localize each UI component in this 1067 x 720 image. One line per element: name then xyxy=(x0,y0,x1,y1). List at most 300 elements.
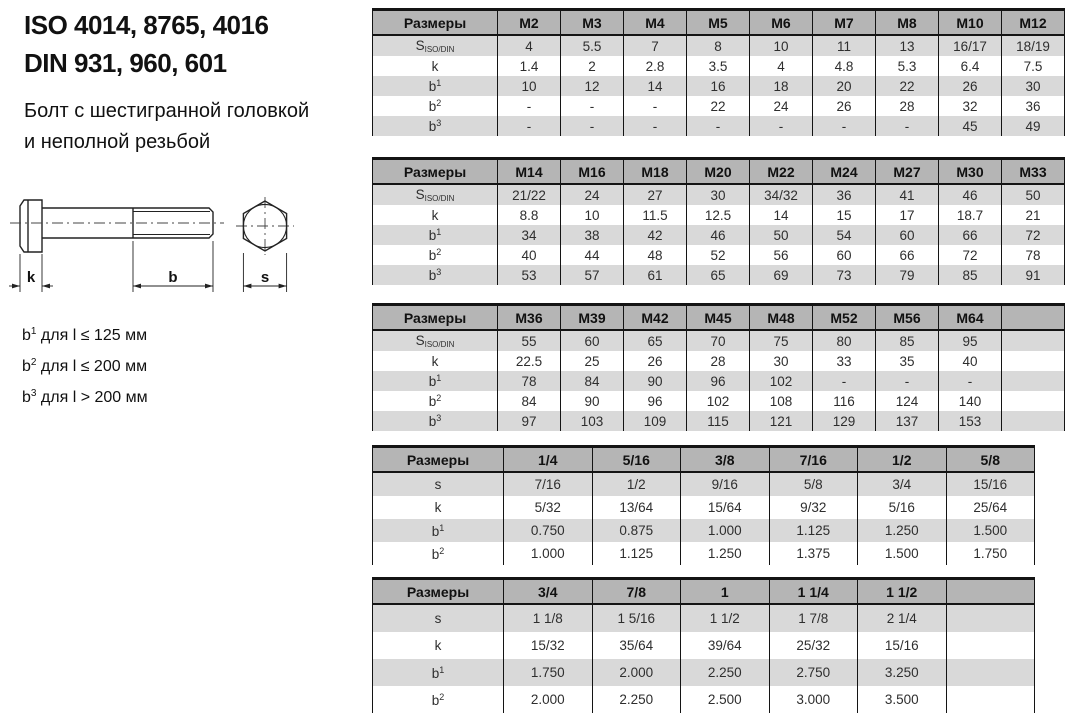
table-row xyxy=(373,265,1065,285)
table-cell: 10 xyxy=(750,35,813,56)
table-row xyxy=(373,371,1065,391)
table-cell: 24 xyxy=(750,96,813,116)
table-cell: 103 xyxy=(561,411,624,431)
table-cell xyxy=(946,604,1035,632)
table-cell: 24 xyxy=(561,184,624,205)
table-cell: 115 xyxy=(687,411,750,431)
table-cell: 25/32 xyxy=(769,632,858,659)
table-cell xyxy=(1002,351,1065,371)
row-label: $b^2$ xyxy=(373,391,498,411)
table-cell xyxy=(1002,371,1065,391)
column-header-size: 7/16 xyxy=(769,447,858,473)
row-label: s xyxy=(373,604,504,632)
column-header-size: M24 xyxy=(813,159,876,185)
row-label: $b^2$ xyxy=(373,245,498,265)
table-cell: 1.000 xyxy=(504,542,593,565)
table-cell: 22 xyxy=(687,96,750,116)
column-header-size: M7 xyxy=(813,10,876,36)
row-label: k xyxy=(373,56,498,76)
column-header-size: 1/2 xyxy=(858,447,947,473)
table-metric-m36-m64 xyxy=(372,303,1065,431)
column-header-sizes: Размеры xyxy=(373,159,498,185)
table-cell: 21/22 xyxy=(498,184,561,205)
table-cell: 21 xyxy=(1002,205,1065,225)
table-cell: - xyxy=(687,116,750,136)
table-cell: 25/64 xyxy=(946,496,1035,519)
table-cell: 2.750 xyxy=(769,659,858,686)
table-cell: 55 xyxy=(498,330,561,351)
table-cell: 10 xyxy=(561,205,624,225)
table-cell: 4 xyxy=(750,56,813,76)
table-cell: 42 xyxy=(624,225,687,245)
table-cell: 1 7/8 xyxy=(769,604,858,632)
product-description xyxy=(24,96,309,158)
table-row xyxy=(373,245,1065,265)
table-cell: 18.7 xyxy=(939,205,1002,225)
table-row xyxy=(373,632,1035,659)
table-cell: 30 xyxy=(750,351,813,371)
standards-title xyxy=(24,6,268,82)
table-cell: - xyxy=(561,116,624,136)
footnote-b1-text: для l ≤ 125 мм xyxy=(36,327,148,344)
table-row xyxy=(373,496,1035,519)
table-row xyxy=(373,330,1065,351)
table-row xyxy=(373,659,1035,686)
table-cell: 11.5 xyxy=(624,205,687,225)
table-cell: 12 xyxy=(561,76,624,96)
dimension-table xyxy=(372,303,1065,431)
column-header-size: M10 xyxy=(939,10,1002,36)
column-header-sizes: Размеры xyxy=(373,10,498,36)
table-row xyxy=(373,56,1065,76)
table-cell: 2.250 xyxy=(681,659,770,686)
table-cell: - xyxy=(624,96,687,116)
column-header-size: 5/8 xyxy=(946,447,1035,473)
table-cell: - xyxy=(813,116,876,136)
row-label: $b^2$ xyxy=(373,96,498,116)
table-cell xyxy=(946,659,1035,686)
table-cell: 80 xyxy=(813,330,876,351)
table-cell: 26 xyxy=(939,76,1002,96)
table-cell: 84 xyxy=(498,391,561,411)
row-label: $b^3$ xyxy=(373,116,498,136)
row-label: $S_{ISO/DIN}$ xyxy=(373,330,498,351)
table-cell: 1.125 xyxy=(769,519,858,542)
table-cell: - xyxy=(813,371,876,391)
column-header-size xyxy=(1002,305,1065,331)
table-cell: 3.5 xyxy=(687,56,750,76)
row-label: $b^2$ xyxy=(373,542,504,565)
table-cell: 16 xyxy=(687,76,750,96)
table-cell xyxy=(1002,330,1065,351)
column-header-size: M64 xyxy=(939,305,1002,331)
column-header-size: 1 1/2 xyxy=(858,579,947,605)
table-row xyxy=(373,116,1065,136)
table-cell: 15/16 xyxy=(946,472,1035,496)
table-cell: 5.5 xyxy=(561,35,624,56)
table-cell: 65 xyxy=(624,330,687,351)
column-header-size: M4 xyxy=(624,10,687,36)
table-cell: 109 xyxy=(624,411,687,431)
table-cell: 45 xyxy=(939,116,1002,136)
table-cell: 116 xyxy=(813,391,876,411)
row-label: s xyxy=(373,472,504,496)
table-row xyxy=(373,542,1035,565)
column-header-size: M20 xyxy=(687,159,750,185)
column-header-size: M27 xyxy=(876,159,939,185)
table-cell: 22 xyxy=(876,76,939,96)
table-row xyxy=(373,76,1065,96)
row-label: $b^3$ xyxy=(373,411,498,431)
table-cell: 5/16 xyxy=(858,496,947,519)
row-label: $b^1$ xyxy=(373,519,504,542)
table-cell: 5/32 xyxy=(504,496,593,519)
footnotes xyxy=(22,318,148,411)
column-header-size xyxy=(946,579,1035,605)
table-cell: 1.000 xyxy=(681,519,770,542)
dimension-table xyxy=(372,157,1065,285)
table-cell: 124 xyxy=(876,391,939,411)
table-cell: 60 xyxy=(813,245,876,265)
table-cell: 3.500 xyxy=(858,686,947,713)
table-cell: 10 xyxy=(498,76,561,96)
table-cell: 1.500 xyxy=(858,542,947,565)
dimension-table xyxy=(372,445,1035,565)
table-cell xyxy=(1002,411,1065,431)
column-header-size: 1 xyxy=(681,579,770,605)
table-cell: 28 xyxy=(876,96,939,116)
hex-head-side-outline xyxy=(20,200,42,252)
footnote-b3-text: для l > 200 мм xyxy=(36,389,148,406)
table-cell: 2.000 xyxy=(504,686,593,713)
table-cell: 79 xyxy=(876,265,939,285)
table-cell: 137 xyxy=(876,411,939,431)
table-cell: 70 xyxy=(687,330,750,351)
column-header-sizes: Размеры xyxy=(373,579,504,605)
footnote-b3-symbol: b xyxy=(22,389,31,406)
table-cell: 95 xyxy=(939,330,1002,351)
column-header-size: M33 xyxy=(1002,159,1065,185)
table-cell: 33 xyxy=(813,351,876,371)
column-header-size: M14 xyxy=(498,159,561,185)
table-cell: 22.5 xyxy=(498,351,561,371)
table-cell: 11 xyxy=(813,35,876,56)
column-header-size: 3/4 xyxy=(504,579,593,605)
column-header-size: M56 xyxy=(876,305,939,331)
table-cell xyxy=(946,686,1035,713)
table-cell: 102 xyxy=(750,371,813,391)
table-cell: 61 xyxy=(624,265,687,285)
description-line-2: и неполной резьбой xyxy=(24,131,211,153)
arrow-s-left xyxy=(243,284,251,289)
row-label: $b^2$ xyxy=(373,686,504,713)
column-header-size: M52 xyxy=(813,305,876,331)
column-header-size: M12 xyxy=(1002,10,1065,36)
table-cell: 153 xyxy=(939,411,1002,431)
table-cell: 1.500 xyxy=(946,519,1035,542)
table-cell: 1.750 xyxy=(504,659,593,686)
table-cell: 18 xyxy=(750,76,813,96)
arrow-b-left xyxy=(133,284,141,289)
table-header-row xyxy=(373,10,1065,36)
table-cell: 30 xyxy=(687,184,750,205)
table-cell: 2 1/4 xyxy=(858,604,947,632)
table-cell xyxy=(1002,391,1065,411)
table-cell: - xyxy=(561,96,624,116)
table-cell: 30 xyxy=(1002,76,1065,96)
table-cell: 15/32 xyxy=(504,632,593,659)
table-cell xyxy=(946,632,1035,659)
column-header-size: M3 xyxy=(561,10,624,36)
table-cell: 41 xyxy=(876,184,939,205)
column-header-size: M22 xyxy=(750,159,813,185)
table-cell: 46 xyxy=(687,225,750,245)
column-header-size: M30 xyxy=(939,159,1002,185)
table-cell: 1.125 xyxy=(592,542,681,565)
table-cell: 34 xyxy=(498,225,561,245)
table-header-row xyxy=(373,159,1065,185)
table-cell: 13 xyxy=(876,35,939,56)
table-cell: 108 xyxy=(750,391,813,411)
table-cell: 8 xyxy=(687,35,750,56)
table-cell: 48 xyxy=(624,245,687,265)
footnote-b1-symbol: b xyxy=(22,327,31,344)
column-header-size: M48 xyxy=(750,305,813,331)
table-cell: 54 xyxy=(813,225,876,245)
table-cell: 4 xyxy=(498,35,561,56)
column-header-size: 5/16 xyxy=(592,447,681,473)
table-cell: 121 xyxy=(750,411,813,431)
table-cell: 40 xyxy=(939,351,1002,371)
table-inch-threequarter-to-oneandhalf xyxy=(372,577,1035,713)
table-cell: 4.8 xyxy=(813,56,876,76)
table-cell: 7/16 xyxy=(504,472,593,496)
column-header-size: M8 xyxy=(876,10,939,36)
column-header-size: 7/8 xyxy=(592,579,681,605)
table-cell: 36 xyxy=(1002,96,1065,116)
footnote-b3-sup: 3 xyxy=(30,388,37,399)
arrow-s-right xyxy=(279,284,287,289)
table-row xyxy=(373,96,1065,116)
table-cell: 16/17 xyxy=(939,35,1002,56)
table-row xyxy=(373,391,1065,411)
table-cell: 9/16 xyxy=(681,472,770,496)
table-cell: 8.8 xyxy=(498,205,561,225)
table-cell: 3.000 xyxy=(769,686,858,713)
table-cell: 7 xyxy=(624,35,687,56)
table-cell: 3/4 xyxy=(858,472,947,496)
table-cell: 36 xyxy=(813,184,876,205)
table-cell: 57 xyxy=(561,265,624,285)
table-cell: 14 xyxy=(750,205,813,225)
arrow-b-right xyxy=(205,284,213,289)
table-cell: - xyxy=(624,116,687,136)
column-header-sizes: Размеры xyxy=(373,305,498,331)
table-row xyxy=(373,35,1065,56)
table-cell: - xyxy=(498,116,561,136)
table-cell: 102 xyxy=(687,391,750,411)
table-row xyxy=(373,351,1065,371)
table-cell: 2.500 xyxy=(681,686,770,713)
column-header-size: M16 xyxy=(561,159,624,185)
dimension-table xyxy=(372,577,1035,713)
table-cell: 56 xyxy=(750,245,813,265)
table-cell: 39/64 xyxy=(681,632,770,659)
dimension-labels xyxy=(27,269,269,286)
table-cell: 35/64 xyxy=(592,632,681,659)
table-cell: 35 xyxy=(876,351,939,371)
table-inch-quarter-to-fiveeighths xyxy=(372,445,1035,565)
table-cell: 26 xyxy=(813,96,876,116)
table-cell: 7.5 xyxy=(1002,56,1065,76)
column-header-size: M45 xyxy=(687,305,750,331)
table-cell: 13/64 xyxy=(592,496,681,519)
description-line-1: Болт с шестигранной головкой xyxy=(24,100,310,122)
footnote-b2-symbol: b xyxy=(22,358,31,375)
table-cell: 1/2 xyxy=(592,472,681,496)
table-cell: 1.375 xyxy=(769,542,858,565)
table-cell: 72 xyxy=(1002,225,1065,245)
table-cell: 1.250 xyxy=(858,519,947,542)
column-header-size: 1 1/4 xyxy=(769,579,858,605)
row-label: $b^1$ xyxy=(373,659,504,686)
row-label: $b^3$ xyxy=(373,265,498,285)
table-cell: 84 xyxy=(561,371,624,391)
table-cell: - xyxy=(876,371,939,391)
column-header-size: M42 xyxy=(624,305,687,331)
column-header-size: M5 xyxy=(687,10,750,36)
table-cell: 27 xyxy=(624,184,687,205)
dimension-label-b: b xyxy=(168,269,178,286)
dimension-label-s: s xyxy=(260,269,270,286)
table-row xyxy=(373,225,1065,245)
table-cell: 72 xyxy=(939,245,1002,265)
table-cell: 90 xyxy=(561,391,624,411)
table-cell: - xyxy=(498,96,561,116)
table-cell: 12.5 xyxy=(687,205,750,225)
table-cell: 2.8 xyxy=(624,56,687,76)
table-cell: 60 xyxy=(876,225,939,245)
table-header-row xyxy=(373,447,1035,473)
table-cell: 65 xyxy=(687,265,750,285)
column-header-size: M39 xyxy=(561,305,624,331)
table-cell: 9/32 xyxy=(769,496,858,519)
table-row xyxy=(373,205,1065,225)
table-cell: 14 xyxy=(624,76,687,96)
row-label: k xyxy=(373,351,498,371)
table-cell: 85 xyxy=(939,265,1002,285)
table-cell: 50 xyxy=(1002,184,1065,205)
table-cell: - xyxy=(939,371,1002,391)
iso-standards-line: ISO 4014, 8765, 4016 xyxy=(24,10,269,40)
row-label: k xyxy=(373,205,498,225)
table-cell: 26 xyxy=(624,351,687,371)
table-cell: 1 5/16 xyxy=(592,604,681,632)
table-header-row xyxy=(373,579,1035,605)
footnote-b2 xyxy=(22,349,148,380)
bolt-technical-drawing xyxy=(8,186,318,311)
table-cell: 140 xyxy=(939,391,1002,411)
footnote-b3 xyxy=(22,380,148,411)
table-cell: 34/32 xyxy=(750,184,813,205)
table-cell: 85 xyxy=(876,330,939,351)
row-label: k xyxy=(373,632,504,659)
table-cell: 2.000 xyxy=(592,659,681,686)
footnote-b2-sup: 2 xyxy=(30,357,37,368)
bolt-side-view xyxy=(20,200,213,252)
table-cell: 15/16 xyxy=(858,632,947,659)
table-cell: 38 xyxy=(561,225,624,245)
footnote-b2-text: для l ≤ 200 мм xyxy=(36,358,148,375)
table-cell: 49 xyxy=(1002,116,1065,136)
table-row xyxy=(373,184,1065,205)
arrow-k-right xyxy=(42,284,50,289)
table-cell: 20 xyxy=(813,76,876,96)
table-cell: 69 xyxy=(750,265,813,285)
table-cell: 129 xyxy=(813,411,876,431)
table-cell: 1 1/2 xyxy=(681,604,770,632)
table-cell: - xyxy=(876,116,939,136)
table-cell: 1 1/8 xyxy=(504,604,593,632)
row-label: k xyxy=(373,496,504,519)
table-cell: 15 xyxy=(813,205,876,225)
table-cell: 75 xyxy=(750,330,813,351)
footnote-b1-sup: 1 xyxy=(30,326,37,337)
table-cell: 73 xyxy=(813,265,876,285)
table-row xyxy=(373,411,1065,431)
table-cell: 90 xyxy=(624,371,687,391)
table-metric-m14-m33 xyxy=(372,157,1065,285)
table-header-row xyxy=(373,305,1065,331)
dimension-lines xyxy=(9,241,287,292)
table-row xyxy=(373,604,1035,632)
table-cell: 5/8 xyxy=(769,472,858,496)
dimension-table xyxy=(372,8,1065,136)
table-cell: - xyxy=(750,116,813,136)
table-cell: 53 xyxy=(498,265,561,285)
center-lines xyxy=(10,197,294,255)
footnote-b1 xyxy=(22,318,148,349)
column-header-size: M6 xyxy=(750,10,813,36)
table-cell: 18/19 xyxy=(1002,35,1065,56)
table-cell: 17 xyxy=(876,205,939,225)
table-cell: 1.250 xyxy=(681,542,770,565)
table-cell: 96 xyxy=(624,391,687,411)
column-header-size: M36 xyxy=(498,305,561,331)
table-cell: 25 xyxy=(561,351,624,371)
table-cell: 78 xyxy=(1002,245,1065,265)
table-cell: 2.250 xyxy=(592,686,681,713)
row-label: $S_{ISO/DIN}$ xyxy=(373,184,498,205)
table-row xyxy=(373,519,1035,542)
table-cell: 3.250 xyxy=(858,659,947,686)
table-cell: 32 xyxy=(939,96,1002,116)
table-cell: 40 xyxy=(498,245,561,265)
table-cell: 2 xyxy=(561,56,624,76)
table-cell: 15/64 xyxy=(681,496,770,519)
table-metric-m2-m12 xyxy=(372,8,1065,136)
table-cell: 97 xyxy=(498,411,561,431)
column-header-size: M18 xyxy=(624,159,687,185)
row-label: $b^1$ xyxy=(373,76,498,96)
table-cell: 52 xyxy=(687,245,750,265)
column-header-size: 3/8 xyxy=(681,447,770,473)
column-header-size: M2 xyxy=(498,10,561,36)
table-cell: 91 xyxy=(1002,265,1065,285)
table-cell: 78 xyxy=(498,371,561,391)
table-cell: 0.875 xyxy=(592,519,681,542)
table-row xyxy=(373,472,1035,496)
